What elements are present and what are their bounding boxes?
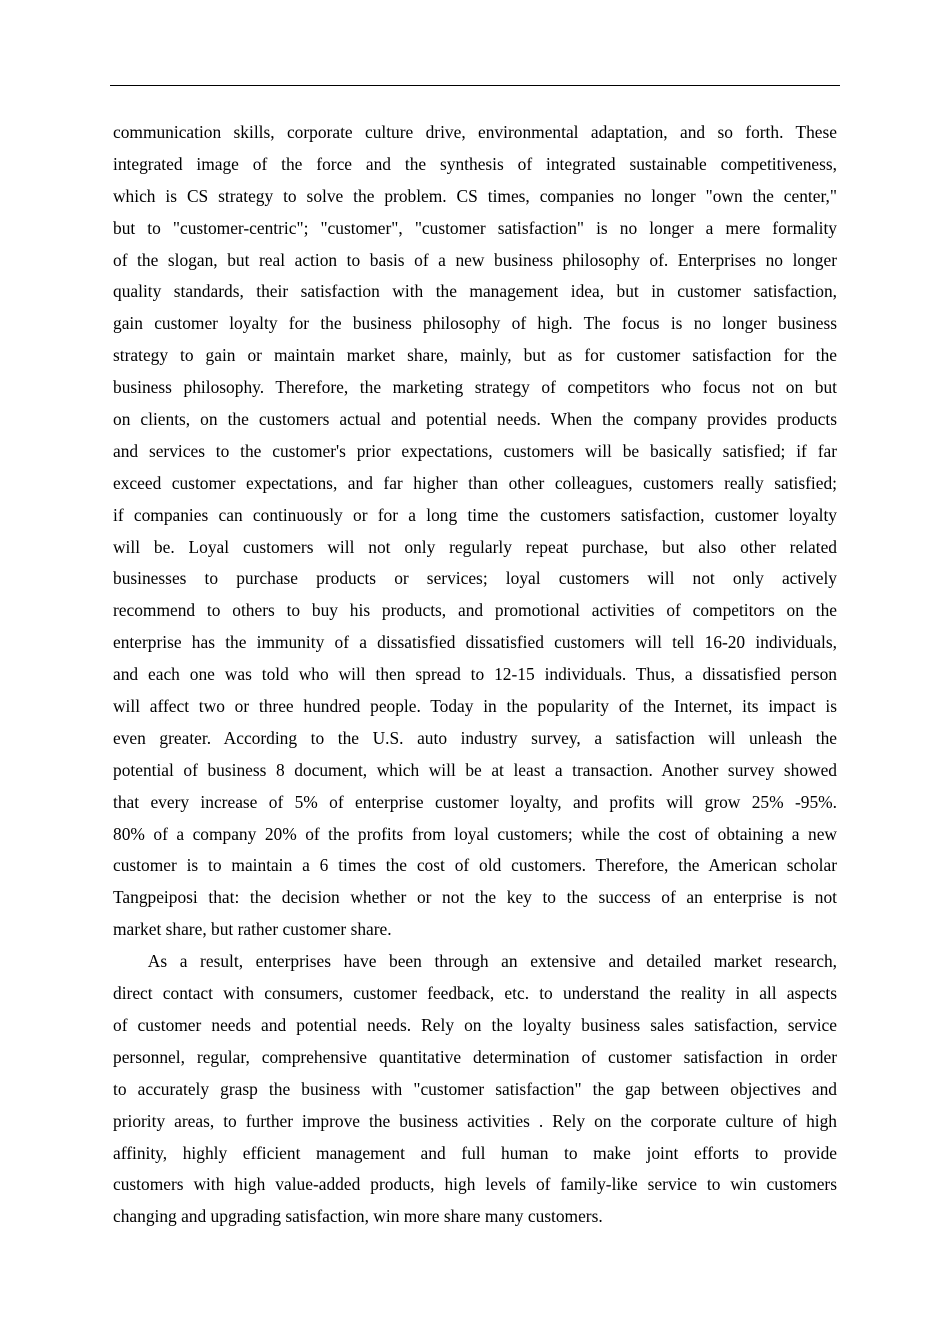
text-line-last: changing and upgrading satisfaction, win more share many customers. [113, 1206, 603, 1227]
text-line: enterprise has the immunity of a dissatisfied dissatisfied customers will tell 16-20 individuals, [113, 632, 837, 653]
text-line: on clients, on the customers actual and potential needs. When the company provides products [113, 409, 837, 430]
text-line: direct contact with consumers, customer feedback, etc. to understand the reality in all aspects [113, 983, 837, 1004]
text-line: will affect two or three hundred people. Today in the popularity of the Internet, its impact is [113, 696, 837, 717]
text-line: will be. Loyal customers will not only regularly repeat purchase, but also other related [113, 536, 837, 557]
text-line-first: As a result, enterprises have been through an extensive and detailed market research, [147, 951, 837, 972]
text-line: affinity, highly efficient management and full human to make joint efforts to provide [113, 1142, 837, 1163]
text-line: personnel, regular, comprehensive quantitative determination of customer satisfaction in order [113, 1046, 837, 1067]
text-line: 80% of a company 20% of the profits from loyal customers; while the cost of obtaining a new [113, 823, 837, 844]
body-text [113, 117, 837, 1233]
text-line: recommend to others to buy his products, and promotional activities of competitors on the [113, 600, 837, 621]
text-line: even greater. According to the U.S. auto industry survey, a satisfaction will unleash the [113, 727, 837, 748]
text-line: and each one was told who will then spread to 12-15 individuals. Thus, a dissatisfied person [113, 664, 837, 685]
text-line: and services to the customer's prior expectations, customers will be basically satisfied; if far [113, 440, 837, 461]
text-line: if companies can continuously or for a long time the customers satisfaction, customer loyalty [113, 504, 837, 525]
text-line: to accurately grasp the business with "customer satisfaction" the gap between objectives and [113, 1078, 837, 1099]
text-line: strategy to gain or maintain market share, mainly, but as for customer satisfaction for the [113, 345, 837, 366]
text-line: that every increase of 5% of enterprise customer loyalty, and profits will grow 25% -95%. [113, 791, 837, 812]
text-line: priority areas, to further improve the business activities . Rely on the corporate culture of high [113, 1110, 837, 1131]
text-line: quality standards, their satisfaction with the management idea, but in customer satisfaction, [113, 281, 837, 302]
text-line: communication skills, corporate culture drive, environmental adaptation, and so forth. These [113, 122, 837, 142]
text-line: potential of business 8 document, which will be at least a transaction. Another survey showed [113, 759, 837, 780]
text-line: Tangpeiposi that: the decision whether or not the key to the success of an enterprise is not [113, 887, 837, 908]
text-line: integrated image of the force and the synthesis of integrated sustainable competitiveness, [113, 153, 837, 174]
text-line: exceed customer expectations, and far higher than other colleagues, customers really satisfied; [113, 472, 837, 493]
text-line: customer is to maintain a 6 times the cost of old customers. Therefore, the American scholar [113, 855, 837, 876]
text-line: but to "customer-centric"; "customer", "customer satisfaction" is no longer a mere formality [113, 217, 837, 238]
text-line: gain customer loyalty for the business philosophy of high. The focus is no longer business [113, 313, 837, 334]
text-line-last: market share, but rather customer share. [113, 919, 392, 940]
header-rule [110, 85, 840, 86]
text-line: of the slogan, but real action to basis of a new business philosophy of. Enterprises no longer [113, 249, 837, 270]
paragraph-2 [113, 946, 837, 1233]
text-line: of customer needs and potential needs. Rely on the loyalty business sales satisfaction, service [113, 1014, 837, 1035]
text-line: business philosophy. Therefore, the marketing strategy of competitors who focus not on but [113, 377, 837, 398]
paragraph-1 [113, 117, 837, 946]
text-line: businesses to purchase products or services; loyal customers will not only actively [113, 568, 837, 589]
text-line: customers with high value-added products, high levels of family-like service to win customers [113, 1174, 837, 1195]
text-line: which is CS strategy to solve the problem. CS times, companies no longer "own the center," [113, 185, 837, 206]
